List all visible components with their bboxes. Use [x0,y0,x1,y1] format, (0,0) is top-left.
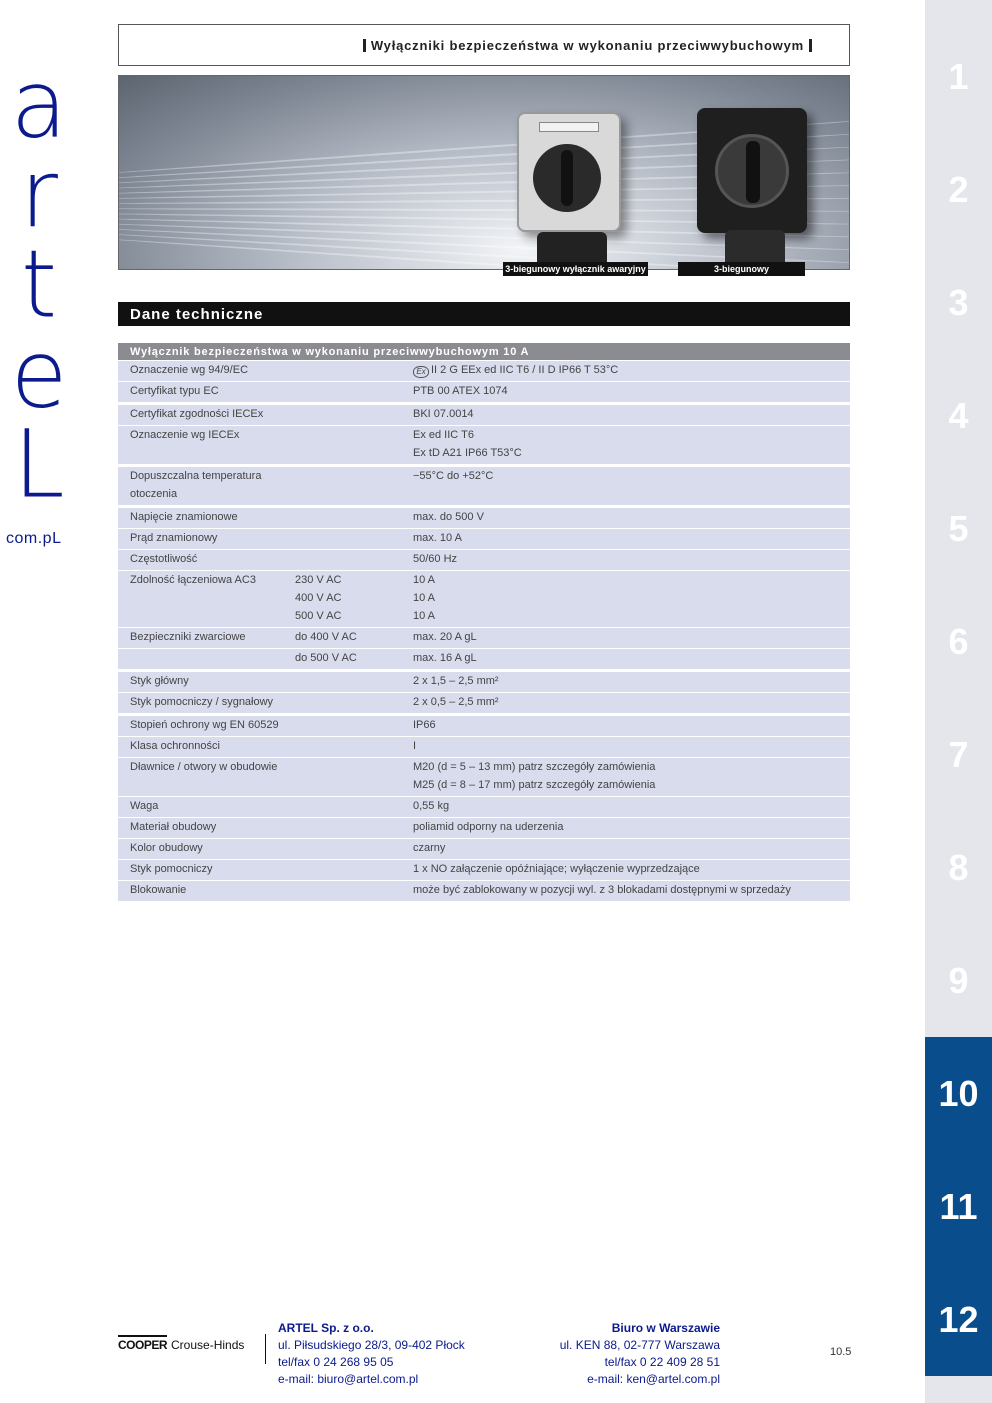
row-value [413,693,850,713]
row-label: Częstotliwość [130,553,198,565]
table-row [118,693,850,713]
table-row [118,737,850,757]
value-line: może być zablokowany w pozycji wyl. z 3 blokadami dostępnymi w sprzedaży [413,884,791,896]
row-value [413,426,850,464]
row-value [413,361,850,381]
crouse-hinds-brand: Crouse-Hinds [171,1338,245,1352]
row-value [413,550,850,570]
row-value [413,529,850,549]
row-condition [295,382,413,402]
chapter-tab-6[interactable]: 6 [948,620,969,662]
row-label: Styk pomocniczy / sygnałowy [130,696,274,708]
office-phone: tel/fax 0 22 409 28 51 [604,1355,720,1369]
value-line: max. do 500 V [413,511,484,523]
cooper-brand: COOPER [118,1335,167,1352]
row-label: Klasa ochronności [130,740,220,752]
row-label: Kolor obudowy [130,842,203,854]
value-line: max. 10 A [413,532,462,544]
row-condition [295,716,413,736]
value-line: 50/60 Hz [413,553,458,565]
row-value [413,716,850,736]
switch-knob [715,134,789,208]
artel-logo [4,49,74,547]
row-value [413,672,850,692]
row-label: Styk główny [130,675,189,687]
row-label: Dopuszczalna temperatura otoczenia [130,470,262,500]
switch-grey-image [517,112,621,232]
atex-ex-icon: Ex [413,366,429,378]
chapter-tab-3[interactable]: 3 [948,281,969,323]
switch-label-plate [539,122,599,132]
chapter-tab-8[interactable]: 8 [948,846,969,888]
table-row [118,818,850,838]
value-line: M25 (d = 8 – 17 mm) patrz szczegóły zamówienia [413,779,656,791]
row-value [413,860,850,880]
condition-line: 500 V AC [295,610,342,622]
condition-line: do 500 V AC [295,652,357,664]
row-condition [295,672,413,692]
row-label: Waga [130,800,159,812]
condition-line [295,737,413,755]
table-row [118,672,850,692]
table-row [118,467,850,505]
row-condition [295,758,413,796]
page-title-text: Wyłączniki bezpieczeństwa w wykonaniu przeciwwybuchowym [370,37,804,53]
row-label: Bezpieczniki zwarciowe [130,631,246,643]
row-label: Dławnice / otwory w obudowie [130,761,278,773]
condition-line [295,693,413,711]
row-value [413,737,850,757]
switch-knob [533,144,601,212]
product-banner-image [118,75,850,270]
chapter-tab-7[interactable]: 7 [948,733,969,775]
tech-data-table [118,343,850,901]
condition-line [295,672,413,690]
row-condition [295,508,413,528]
logo-letters [4,49,74,520]
row-condition [295,737,413,757]
row-condition [295,649,413,669]
condition-line: 230 V AC [295,574,342,586]
row-condition [295,467,413,505]
row-condition [295,839,413,859]
row-condition [295,405,413,425]
office-plock-address [278,1320,465,1388]
chapter-tab-10[interactable]: 10 [925,1037,992,1150]
value-line: Ex tD A21 IP66 T53°C [413,447,522,459]
row-value [413,508,850,528]
table-row [118,649,850,669]
condition-line [295,881,413,899]
value-line: czarny [413,842,446,854]
value-line: Ex ed IIC T6 [413,429,474,441]
condition-line [295,361,413,379]
table-row [118,839,850,859]
row-label: Certyfikat typu EC [130,385,219,397]
chapter-tab-5[interactable]: 5 [948,507,969,549]
table-row [118,881,850,901]
condition-line [295,758,413,776]
table-row [118,550,850,570]
value-line: 2 x 1,5 – 2,5 mm² [413,675,499,687]
logo-letter: r [20,139,58,250]
condition-line [295,382,413,400]
row-value [413,628,850,648]
table-row [118,797,850,817]
condition-line: 400 V AC [295,592,342,604]
chapter-sidebar [925,0,992,1403]
value-line: 1 x NO załączenie opóźniające; wyłączenie wyprzedzające [413,863,700,875]
value-line: max. 20 A gL [413,631,477,643]
row-condition [295,550,413,570]
office-street: ul. Piłsudskiego 28/3, 09-402 Płock [278,1338,465,1352]
page-title [358,38,817,53]
value-line: 10 A [413,592,436,604]
condition-line [295,797,413,815]
chapter-tab-4[interactable]: 4 [948,394,969,436]
value-line: 10 A [413,574,436,586]
condition-line [295,426,413,444]
table-row [118,758,850,796]
row-condition [295,426,413,464]
title-bar-right [809,39,812,52]
table-row [118,628,850,648]
condition-line [295,860,413,878]
row-condition [295,860,413,880]
row-label: Certyfikat zgodności IECEx [130,408,264,420]
office-street: ul. KEN 88, 02-777 Warszawa [559,1338,720,1352]
table-title: Wyłącznik bezpieczeństwa w wykonaniu przeciwwybuchowym 10 A [118,343,850,360]
row-label: Prąd znamionowy [130,532,218,544]
row-condition [295,693,413,713]
row-value [413,405,850,425]
row-value [413,571,850,627]
table-row [118,382,850,402]
chapter-tab-9[interactable]: 9 [948,959,969,1001]
row-label: Oznaczenie wg IECEx [130,429,240,441]
condition-line [295,550,413,568]
caption-3-pole-switch: 3-biegunowy [678,262,805,276]
row-value [413,758,850,796]
row-label: Stopień ochrony wg EN 60529 [130,719,279,731]
value-line: I [413,740,417,752]
office-email[interactable]: e-mail: ken@artel.com.pl [587,1372,720,1386]
office-warsaw-address [560,1320,720,1388]
row-condition [295,529,413,549]
caption-emergency-switch: 3-biegunowy wyłącznik awaryjny [503,262,648,276]
table-row [118,571,850,627]
table-row [118,405,850,425]
value-line: IP66 [413,719,436,731]
value-text: II 2 G EEx ed IIC T6 / II D IP66 T 53°C [431,364,619,376]
value-line: −55°C do +52°C [413,470,494,482]
row-label: Napięcie znamionowe [130,511,238,523]
row-condition [295,628,413,648]
office-email[interactable]: e-mail: biuro@artel.com.pl [278,1372,419,1386]
condition-line [295,444,413,462]
row-condition [295,361,413,381]
footer-divider [265,1334,266,1364]
condition-line [295,839,413,857]
table-row [118,361,850,381]
logo-letter: a [10,49,68,160]
row-label: Styk pomocniczy [130,863,213,875]
value-line: poliamid odporny na uderzenia [413,821,564,833]
switch-black-image [697,108,807,233]
condition-line [295,818,413,836]
condition-line [295,405,413,423]
table-row [118,426,850,464]
condition-line: do 400 V AC [295,631,357,643]
page-header [118,24,850,66]
value-line: 10 A [413,610,436,622]
office-name: ARTEL Sp. z o.o. [278,1321,374,1335]
value-line: 2 x 0,5 – 2,5 mm² [413,696,499,708]
cooper-logo [118,1338,244,1352]
row-label: Zdolność łączeniowa AC3 [130,574,256,586]
table-row [118,860,850,880]
table-row [118,508,850,528]
row-value [413,881,850,901]
condition-line [295,467,413,485]
table-row [118,529,850,549]
condition-line [295,529,413,547]
value-line: M20 (d = 5 – 13 mm) patrz szczegóły zamówienia [413,761,656,773]
office-phone: tel/fax 0 24 268 95 05 [278,1355,394,1369]
row-condition [295,797,413,817]
logo-letter: t [20,229,58,340]
chapter-tab-11[interactable]: 11 [925,1150,992,1263]
page-footer [118,1320,850,1390]
table-rows [118,361,850,901]
chapter-tab-12[interactable]: 12 [925,1263,992,1376]
row-value [413,818,850,838]
row-condition [295,881,413,901]
row-value [413,649,850,669]
row-label [118,649,295,669]
value-line [413,361,850,379]
value-line: max. 16 A gL [413,652,477,664]
condition-line [295,508,413,526]
row-label: Oznaczenie wg 94/9/EC [130,364,249,376]
row-label: Materiał obudowy [130,821,217,833]
logo-letter: L [13,409,65,520]
condition-line [295,716,413,734]
row-condition [295,571,413,627]
section-title: Dane techniczne [118,302,850,326]
logo-letter: e [10,319,68,430]
office-name: Biuro w Warszawie [611,1321,720,1335]
logo-domain: com.pL [6,530,62,547]
condition-line [295,776,413,794]
row-value [413,797,850,817]
row-label: Blokowanie [130,884,187,896]
value-line: 0,55 kg [413,800,450,812]
row-value [413,839,850,859]
row-value [413,382,850,402]
table-row [118,716,850,736]
value-line: BKI 07.0014 [413,408,474,420]
chapter-tab-2[interactable]: 2 [948,168,969,210]
row-value [413,467,850,505]
chapter-tab-1[interactable]: 1 [948,55,969,97]
title-bar-left [363,39,366,52]
row-condition [295,818,413,838]
value-line: PTB 00 ATEX 1074 [413,385,508,397]
page-number: 10.5 [830,1346,852,1358]
